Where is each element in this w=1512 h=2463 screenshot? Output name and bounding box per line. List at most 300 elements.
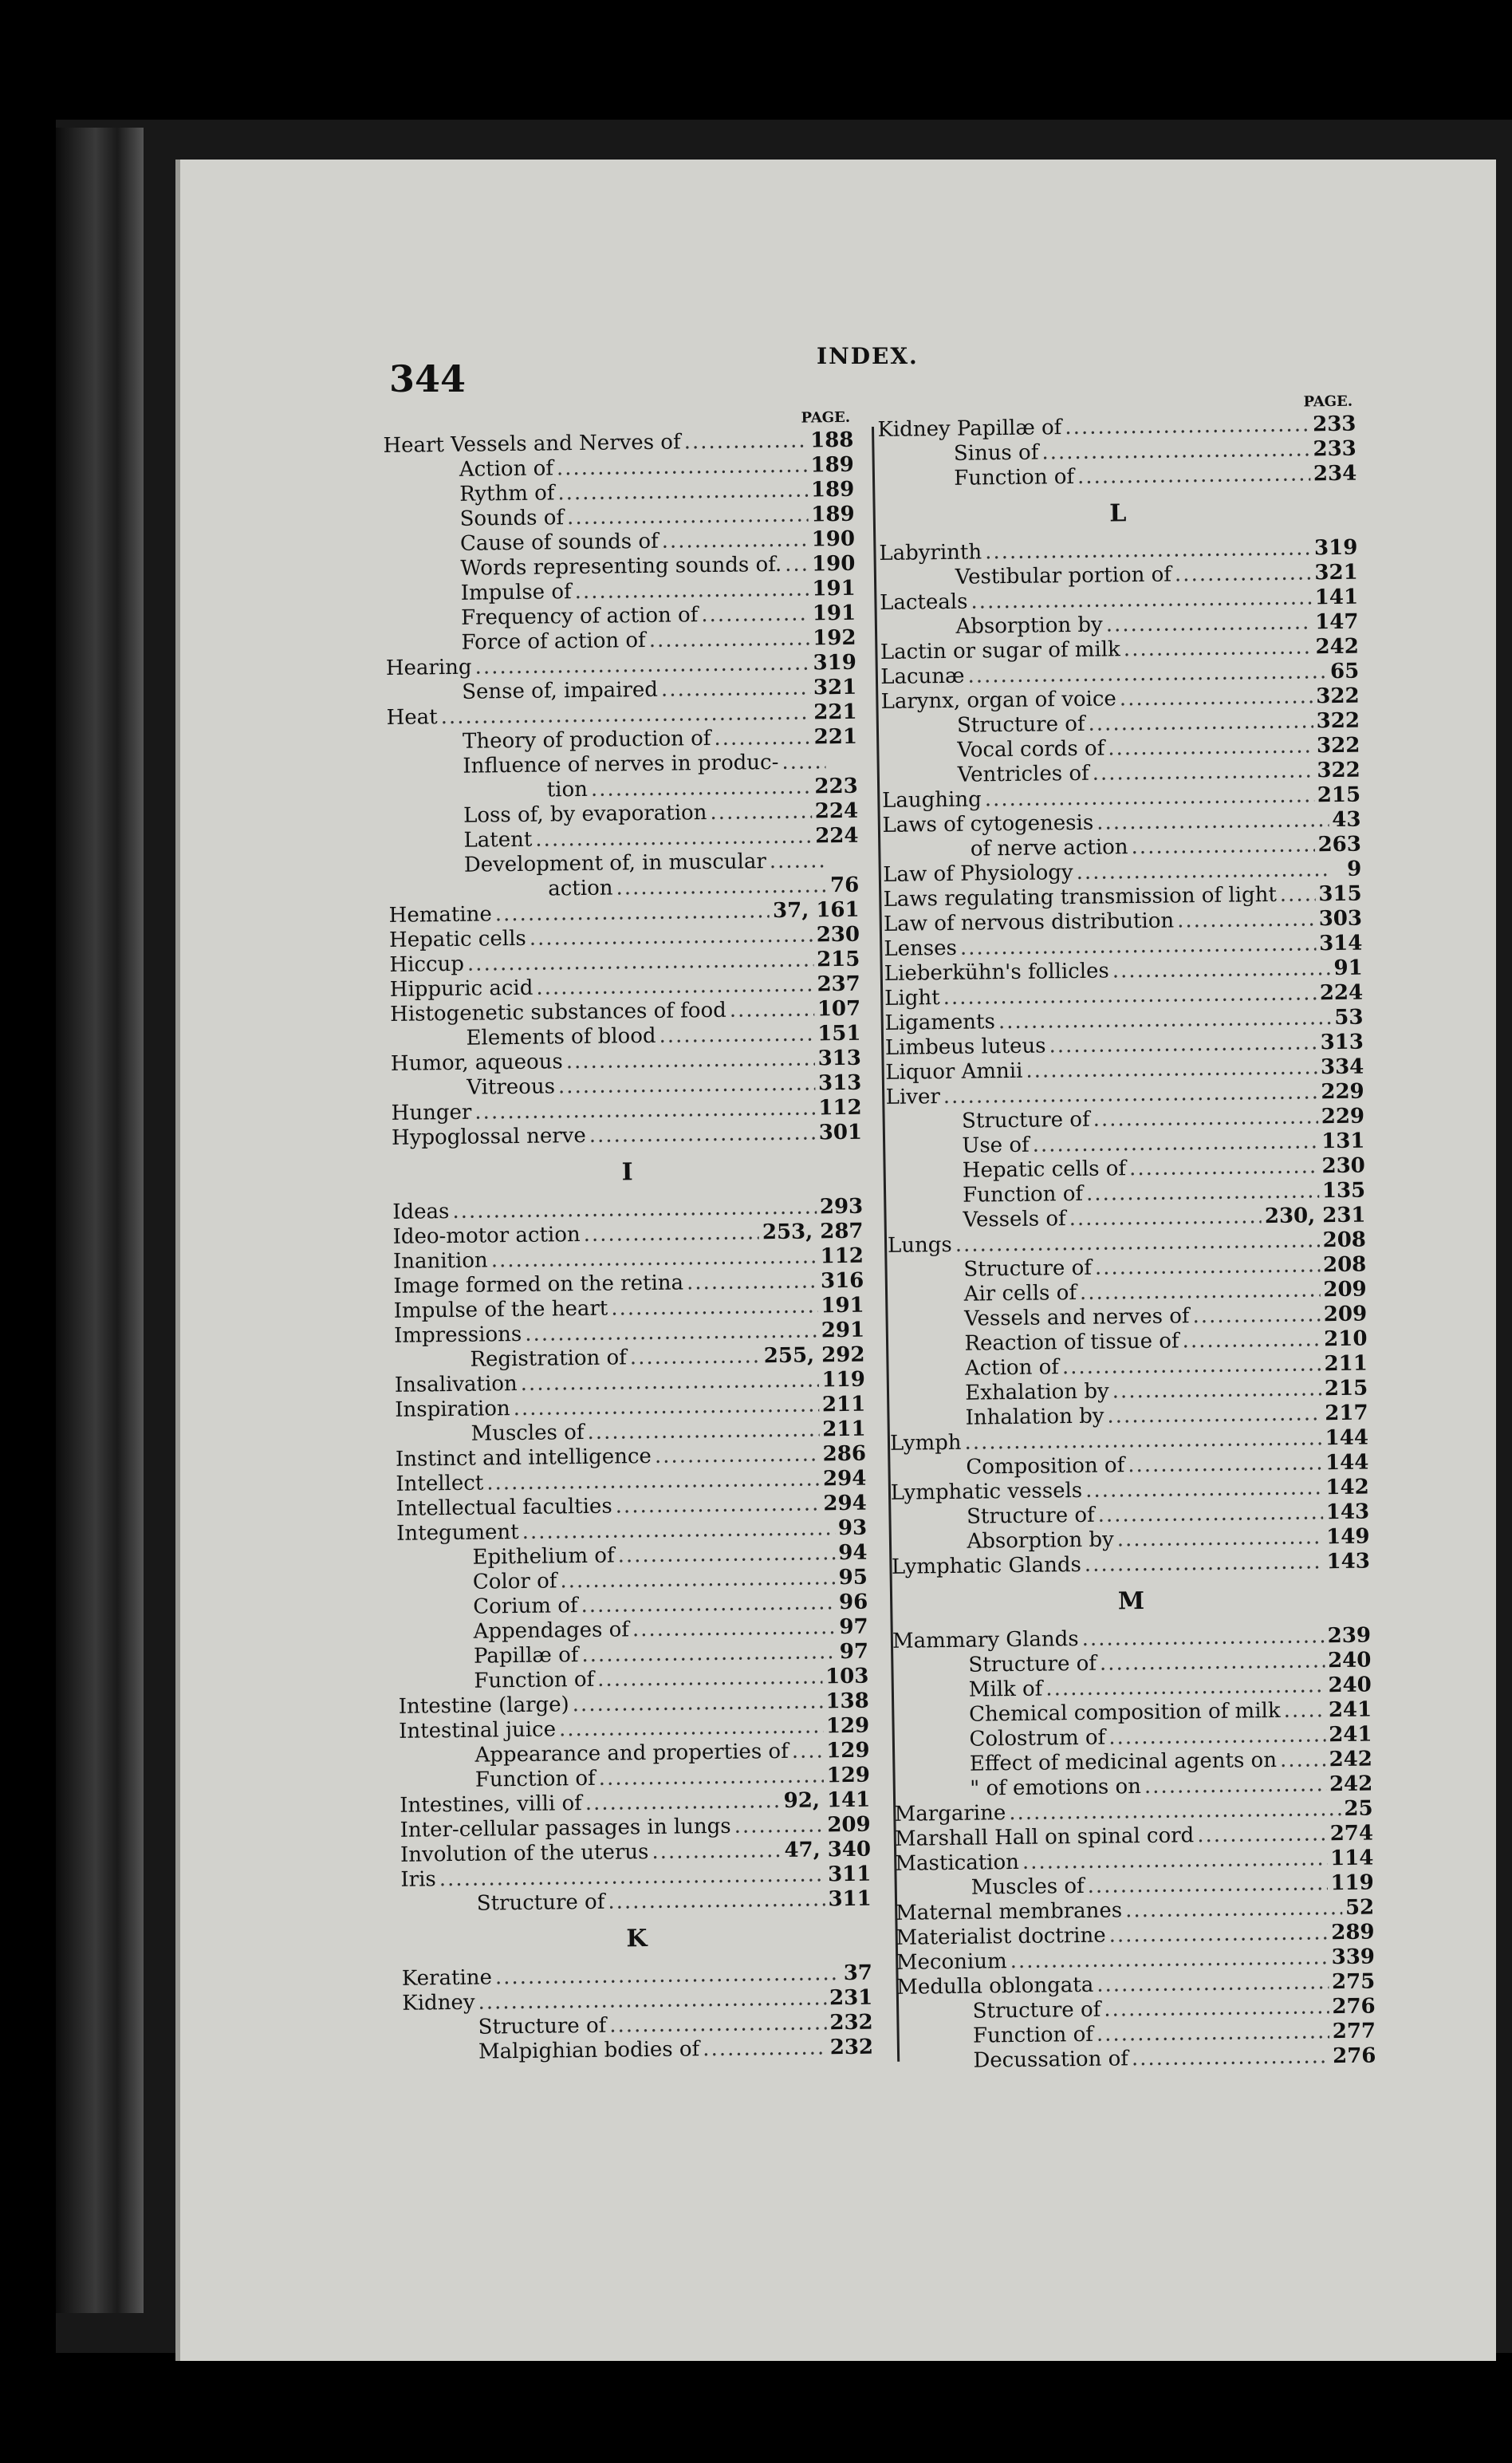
entry-page-ref: 276: [1332, 1994, 1376, 2020]
entry-page-ref: 263: [1317, 832, 1362, 857]
entry-term: Structure of: [956, 711, 1085, 738]
entry-page-ref: 237: [817, 971, 860, 997]
leader-dots: [573, 1689, 823, 1717]
entry-page-ref: 143: [1326, 1549, 1371, 1574]
entry-term: Image formed on the retina: [393, 1271, 684, 1298]
entry-term: Structure of: [476, 1890, 605, 1916]
entry-term: Ligaments: [884, 1010, 996, 1035]
entry-term: Hunger: [391, 1100, 472, 1125]
leader-dots: [1097, 1970, 1329, 1998]
entry-page-ref: 209: [1323, 1277, 1367, 1302]
entry-page-ref: 232: [829, 2010, 873, 2035]
leader-dots: [1026, 1055, 1317, 1083]
leader-dots: [734, 1813, 824, 1838]
entry-term: Appendages of: [473, 1618, 630, 1644]
leader-dots: [652, 1838, 781, 1865]
leader-dots: [1108, 1921, 1328, 1948]
entry-term: Lenses: [884, 936, 958, 961]
entry-term: Frequency of action of: [460, 603, 699, 630]
leader-dots: [1086, 1179, 1319, 1207]
entry-page-ref: 311: [828, 1886, 872, 1912]
entry-page-ref: 322: [1317, 758, 1360, 783]
entry-term: Impulse of: [460, 580, 572, 605]
entry-page-ref: 316: [820, 1268, 864, 1294]
leader-dots: [985, 536, 1311, 565]
section-letter-m: M: [1117, 1587, 1145, 1616]
entry-term: Lacteals: [879, 589, 968, 615]
entry-page-ref: 94: [838, 1540, 868, 1566]
entry-page-ref: 135: [1321, 1178, 1366, 1204]
leader-dots: [1120, 684, 1313, 711]
entry-term: Impressions: [393, 1322, 522, 1348]
leader-dots: [1108, 1723, 1325, 1750]
page-column-label: PAGE.: [1303, 392, 1353, 411]
leader-dots: [585, 1789, 781, 1816]
entry-term: Chemical composition of milk: [968, 1698, 1281, 1727]
entry-page-ref: 215: [1324, 1376, 1368, 1401]
index-column-left: [383, 409, 873, 2066]
entry-page-ref: 289: [1331, 1920, 1375, 1945]
entry-term: Insalivation: [394, 1372, 518, 1397]
entry-term: Vocal cords of: [957, 736, 1105, 763]
entry-term: Light: [884, 986, 940, 1011]
leader-dots: [616, 873, 827, 900]
entry-page-ref: 189: [810, 477, 855, 502]
entry-term: Function of: [963, 1181, 1084, 1208]
entry-page-ref: 151: [817, 1021, 861, 1046]
leader-dots: [1131, 833, 1314, 860]
entry-page-ref: 96: [838, 1590, 868, 1615]
entry-term: Medulla oblongata: [896, 1972, 1094, 2000]
entry-page-ref: 319: [813, 650, 857, 676]
entry-page-ref: 93: [837, 1515, 868, 1541]
entry-term: Law of nervous distribution: [883, 908, 1175, 936]
entry-term: Papillæ of: [473, 1643, 579, 1669]
leader-dots: [1092, 759, 1313, 786]
entry-page-ref: 144: [1325, 1450, 1369, 1476]
leader-dots: [616, 1492, 821, 1519]
page-column-label: PAGE.: [801, 408, 851, 427]
leader-dots: [655, 1442, 820, 1469]
entry-term: Inanition: [392, 1248, 488, 1274]
entry-page-ref: 275: [1331, 1969, 1376, 1995]
leader-dots: [714, 725, 811, 751]
entry-term: Intestinal juice: [398, 1717, 557, 1744]
book-spine: [56, 128, 144, 2313]
entry-page-ref: 97: [839, 1639, 869, 1665]
entry-term: Kidney Papillæ of: [877, 416, 1062, 442]
entry-page-ref: 301: [818, 1120, 863, 1145]
leader-dots: [536, 972, 813, 1000]
entry-term: Involution of the uterus: [400, 1840, 649, 1867]
entry-term: Absorption by: [955, 613, 1103, 639]
leader-dots: [703, 2035, 827, 2062]
leader-dots: [1010, 1945, 1328, 1974]
entry-term: Humor, aqueous: [390, 1050, 563, 1076]
entry-page-ref: 97: [839, 1614, 868, 1640]
entry-term: Hiccup: [389, 952, 465, 977]
entry-term: Ideas: [392, 1200, 450, 1224]
leader-dots: [1112, 1377, 1322, 1404]
leader-dots: [608, 1887, 825, 1914]
entry-page-ref: 313: [817, 1046, 862, 1071]
entry-page-ref: 142: [1325, 1475, 1369, 1500]
leader-dots: [1088, 709, 1313, 736]
index-group-m: [892, 1624, 1376, 2075]
leader-dots: [1077, 462, 1310, 490]
leader-dots: [1144, 1772, 1326, 1799]
entry-page-ref: 274: [1329, 1821, 1374, 1846]
entry-page-ref: 208: [1322, 1252, 1367, 1278]
leader-dots: [1104, 1995, 1329, 2022]
entry-page-ref: 211: [821, 1392, 866, 1417]
leader-dots: [609, 2011, 827, 2038]
section-letter-i: I: [621, 1158, 633, 1187]
entry-term: Lymphatic vessels: [890, 1478, 1083, 1505]
leader-dots: [1182, 1327, 1321, 1354]
entry-page-ref: 52: [1345, 1895, 1375, 1920]
entry-term: Labyrinth: [879, 540, 982, 566]
leader-dots: [1085, 1550, 1324, 1578]
entry-page-ref: 191: [812, 601, 856, 626]
leader-dots: [583, 1220, 759, 1247]
entry-page-ref: 208: [1322, 1228, 1367, 1253]
entry-term: tion: [546, 777, 589, 802]
entry-term: Iris: [400, 1867, 436, 1892]
entry-page-ref: 242: [1315, 634, 1360, 660]
leader-dots: [1124, 635, 1313, 662]
leader-dots: [1132, 2044, 1330, 2071]
leader-dots: [581, 1640, 837, 1668]
entry-page-ref: 242: [1329, 1771, 1373, 1797]
entry-page-ref: 129: [825, 1713, 870, 1739]
entry-page-ref: 313: [1320, 1030, 1364, 1055]
page-title: INDEX.: [817, 343, 919, 369]
entry-page-ref: 231: [829, 1985, 873, 2011]
entry-term: Laughing: [881, 787, 982, 813]
leader-dots: [1085, 1476, 1323, 1503]
entry-page-ref: 131: [1321, 1129, 1365, 1154]
entry-page-ref: 211: [822, 1417, 866, 1442]
entry-term: Meconium: [896, 1949, 1007, 1975]
entry-term: Vestibular portion of: [955, 562, 1172, 589]
entry-page-ref: 322: [1316, 708, 1360, 734]
entry-term: Laws regulating transmission of light: [883, 882, 1278, 912]
entry-term: Muscles of: [471, 1421, 585, 1446]
entry-page-ref: 215: [816, 947, 860, 972]
leader-dots: [1283, 1698, 1325, 1724]
leader-dots: [1080, 1278, 1321, 1306]
entry-page-ref: 294: [823, 1491, 867, 1516]
entry-term: Rythm of: [459, 481, 555, 506]
entry-page-ref: 211: [1324, 1351, 1368, 1377]
entry-page-ref: 9: [1346, 857, 1362, 881]
leader-dots: [1112, 956, 1331, 983]
entry-term: Mastication: [895, 1850, 1020, 1876]
leader-dots: [521, 1368, 819, 1397]
entry-page-ref: 209: [1323, 1302, 1368, 1327]
entry-page-ref: 230: [1321, 1153, 1365, 1179]
leader-dots: [522, 1516, 835, 1545]
index-group-l: [879, 536, 1370, 1580]
entry-page-ref: 319: [1313, 535, 1358, 561]
entry-term: action: [548, 876, 613, 901]
entry-term: Effect of medicinal agents on: [969, 1748, 1278, 1776]
entry-term: Lieberkühn's follicles: [884, 959, 1109, 986]
leader-dots: [1041, 437, 1310, 465]
entry-term: Appearance and properties of: [474, 1739, 789, 1767]
entry-page-ref: 232: [829, 2035, 874, 2060]
entry-term: Corium of: [473, 1594, 578, 1619]
entry-term: Theory of production of: [462, 727, 711, 754]
entry-page-ref: 112: [820, 1243, 864, 1269]
entry-page-ref: 229: [1321, 1079, 1364, 1105]
entry-page-ref: 276: [1332, 2043, 1376, 2069]
entry-term: Structure of: [961, 1107, 1090, 1133]
entry-page-ref: 209: [827, 1812, 871, 1838]
leader-dots: [1049, 1031, 1317, 1058]
entry-term: Ventricles of: [957, 761, 1089, 787]
leader-dots: [1093, 1105, 1318, 1132]
leader-dots: [985, 783, 1314, 812]
leader-dots: [1197, 1822, 1327, 1848]
entry-term: Composition of: [966, 1453, 1125, 1480]
entry-term: Instinct and intelligence: [395, 1444, 652, 1472]
entry-page-ref: 311: [827, 1862, 872, 1887]
leader-dots: [1076, 857, 1329, 885]
entry-term: Force of action of: [461, 628, 646, 655]
entry-term: Law of Physiology: [883, 861, 1073, 887]
entry-page-ref: 234: [1313, 461, 1357, 487]
leader-dots: [617, 1541, 835, 1568]
leader-dots: [587, 1417, 819, 1445]
entry-page-ref: 119: [821, 1367, 866, 1393]
entry-term: Structure of: [968, 1651, 1097, 1677]
entry-page-ref: 91: [1333, 956, 1363, 981]
entry-page-ref: 230, 231: [1264, 1203, 1366, 1229]
entry-page-ref: 114: [1329, 1846, 1374, 1871]
entry-term: of nerve action: [970, 835, 1128, 861]
entry-page-ref: 277: [1332, 2019, 1376, 2044]
entry-page-ref: 107: [817, 996, 861, 1022]
entry-page-ref: 239: [1327, 1623, 1372, 1649]
leader-dots: [530, 923, 813, 951]
entry-page-ref: 321: [813, 675, 857, 700]
entry-page-ref: 255, 292: [763, 1342, 865, 1369]
leader-dots: [558, 1071, 815, 1099]
leader-dots: [730, 997, 814, 1023]
leader-dots: [1175, 561, 1312, 587]
leader-dots: [597, 1665, 822, 1692]
entry-page-ref: 192: [813, 625, 856, 651]
leader-dots: [1045, 1673, 1325, 1701]
leader-dots: [1177, 907, 1316, 933]
leader-dots: [1125, 1896, 1342, 1923]
entry-term: Function of: [474, 1667, 595, 1693]
entry-page-ref: 253, 287: [762, 1219, 864, 1245]
entry-term: Sinus of: [953, 440, 1039, 466]
entry-term: Integument: [396, 1520, 519, 1546]
entry-page-ref: 129: [826, 1763, 871, 1788]
entry-page-ref: 47, 340: [784, 1837, 872, 1862]
entry-term: Action of: [964, 1355, 1060, 1381]
entry-page-ref: 138: [825, 1689, 869, 1714]
entry-page-ref: 233: [1312, 412, 1356, 437]
leader-dots: [1280, 882, 1316, 908]
entry-term: Lacunæ: [880, 664, 965, 689]
leader-dots: [630, 1344, 761, 1370]
entry-term: Structure of: [963, 1255, 1093, 1282]
leader-dots: [659, 1022, 814, 1048]
entry-page-ref: 229: [1321, 1104, 1365, 1129]
leader-dots: [1009, 1797, 1341, 1826]
entry-page-ref: 224: [1319, 980, 1364, 1006]
entry-term: Histogenetic substances of food: [390, 998, 726, 1027]
entry-page-ref: 189: [811, 502, 855, 527]
entry-page-ref: 210: [1323, 1326, 1368, 1352]
entry-term: Heat: [386, 705, 438, 730]
entry-page-ref: 286: [822, 1441, 867, 1467]
leader-dots: [589, 1121, 816, 1148]
entry-page-ref: 188: [809, 428, 854, 453]
leader-dots: [599, 1764, 824, 1791]
leader-dots: [770, 849, 827, 874]
entry-term: Lactin or sugar of milk: [880, 637, 1121, 664]
entry-term: Structure of: [972, 1997, 1101, 2024]
entry-term: Milk of: [968, 1677, 1043, 1702]
entry-term: Sense of, impaired: [462, 677, 659, 704]
leader-dots: [683, 429, 807, 455]
entry-term: Function of: [474, 1766, 596, 1792]
leader-dots: [1097, 1500, 1323, 1527]
leader-dots: [1192, 1302, 1321, 1329]
entry-term: Hippuric acid: [389, 975, 534, 1002]
leader-dots: [998, 1006, 1332, 1034]
entry-page-ref: 190: [811, 551, 856, 577]
entry-term: Development of, in muscular: [463, 849, 766, 877]
entry-page-ref: 76: [829, 873, 860, 898]
leader-dots: [567, 502, 809, 530]
entry-term: Malpighian bodies of: [478, 2037, 700, 2064]
entry-page-ref: 53: [1334, 1005, 1364, 1031]
leader-dots: [1032, 1129, 1318, 1157]
entry-term: Action of: [459, 456, 554, 482]
leader-dots: [1280, 1748, 1326, 1773]
leader-dots: [1087, 1871, 1327, 1899]
leader-dots: [1065, 412, 1309, 440]
leader-dots: [1128, 1451, 1322, 1478]
entry-page-ref: 322: [1316, 733, 1360, 759]
leader-dots: [525, 1318, 818, 1346]
entry-term: Intestine (large): [398, 1693, 569, 1719]
entry-term: Impulse of the heart: [393, 1296, 608, 1323]
entry-page-ref: 242: [1329, 1747, 1373, 1772]
entry-page-ref: 224: [814, 798, 859, 824]
entry-page-ref: 37, 161: [772, 897, 860, 924]
entry-page-ref: 221: [813, 699, 857, 725]
entry-term: Lungs: [887, 1232, 952, 1258]
entry-page-ref: 191: [812, 576, 856, 601]
entry-page-ref: 224: [815, 823, 859, 849]
entry-term: Heart Vessels and Nerves of: [383, 430, 681, 458]
leader-dots: [1022, 1846, 1328, 1875]
entry-term: Decussation of: [973, 2047, 1129, 2073]
entry-term: Larynx, organ of voice: [880, 687, 1117, 714]
leader-dots: [1100, 1649, 1325, 1676]
entry-page-ref: 233: [1313, 436, 1356, 462]
entry-term: Materialist doctrine: [896, 1923, 1106, 1950]
entry-page-ref: 303: [1318, 906, 1363, 932]
leader-dots: [581, 1590, 836, 1618]
entry-page-ref: 321: [1314, 560, 1358, 585]
entry-page-ref: 189: [810, 452, 854, 478]
entry-term: Inhalation by: [965, 1404, 1104, 1430]
entry-term: Hepatic cells of: [962, 1157, 1127, 1183]
entry-term: " of emotions on: [970, 1775, 1142, 1801]
leader-dots: [1129, 1154, 1319, 1181]
entry-term: Margarine: [894, 1801, 1006, 1827]
leader-dots: [785, 552, 809, 577]
entry-page-ref: 241: [1329, 1722, 1372, 1748]
entry-term: Liquor Amnii: [885, 1058, 1023, 1085]
leader-dots: [557, 453, 808, 481]
leader-dots: [661, 676, 810, 702]
entry-term: Hypoglossal nerve: [391, 1123, 586, 1150]
entry-term: Liver: [885, 1085, 940, 1109]
entry-term: Intellect: [396, 1471, 484, 1496]
entry-term: Hematine: [388, 902, 492, 928]
index-group-k: [402, 1961, 873, 2066]
leader-dots: [513, 1393, 819, 1421]
entry-term: Absorption by: [967, 1527, 1114, 1554]
entry-term: Mammary Glands: [892, 1627, 1079, 1653]
entry-page-ref: 293: [819, 1194, 864, 1220]
entry-page-ref: 119: [1330, 1870, 1374, 1896]
entry-term: Vitreous: [467, 1074, 556, 1100]
entry-term: Vessels of: [963, 1207, 1066, 1232]
entry-term: Function of: [972, 2022, 1094, 2048]
leader-dots: [710, 799, 812, 826]
entry-page-ref: 65: [1329, 659, 1360, 684]
leader-dots: [687, 1269, 817, 1295]
entry-term: Air cells of: [963, 1281, 1077, 1306]
leader-dots: [574, 577, 809, 605]
leader-dots: [661, 527, 808, 554]
leader-dots: [1108, 734, 1313, 761]
entry-term: Words representing sounds of.: [460, 552, 782, 581]
entry-page-ref: 230: [816, 922, 860, 948]
index-group-k-continued: [877, 412, 1356, 492]
entry-page-ref: 339: [1331, 1945, 1376, 1970]
entry-term: Keratine: [401, 1965, 493, 1991]
leader-dots: [1117, 1525, 1324, 1552]
leader-dots: [557, 478, 808, 506]
leader-dots: [701, 601, 809, 628]
entry-term: Muscles of: [971, 1874, 1085, 1900]
leader-dots: [1081, 1624, 1324, 1652]
entry-page-ref: 149: [1326, 1524, 1370, 1550]
leader-dots: [1095, 1253, 1321, 1280]
entry-term: Kidney: [402, 1990, 475, 2016]
entry-term: Latent: [463, 827, 533, 853]
entry-term: Exhalation by: [965, 1379, 1109, 1405]
leader-dots: [566, 1046, 815, 1074]
entry-term: Lymphatic Glands: [891, 1552, 1082, 1579]
entry-page-ref: 129: [826, 1738, 870, 1764]
leader-dots: [792, 1739, 824, 1764]
leader-dots: [1069, 1204, 1262, 1232]
section-letter-k: K: [626, 1925, 648, 1953]
